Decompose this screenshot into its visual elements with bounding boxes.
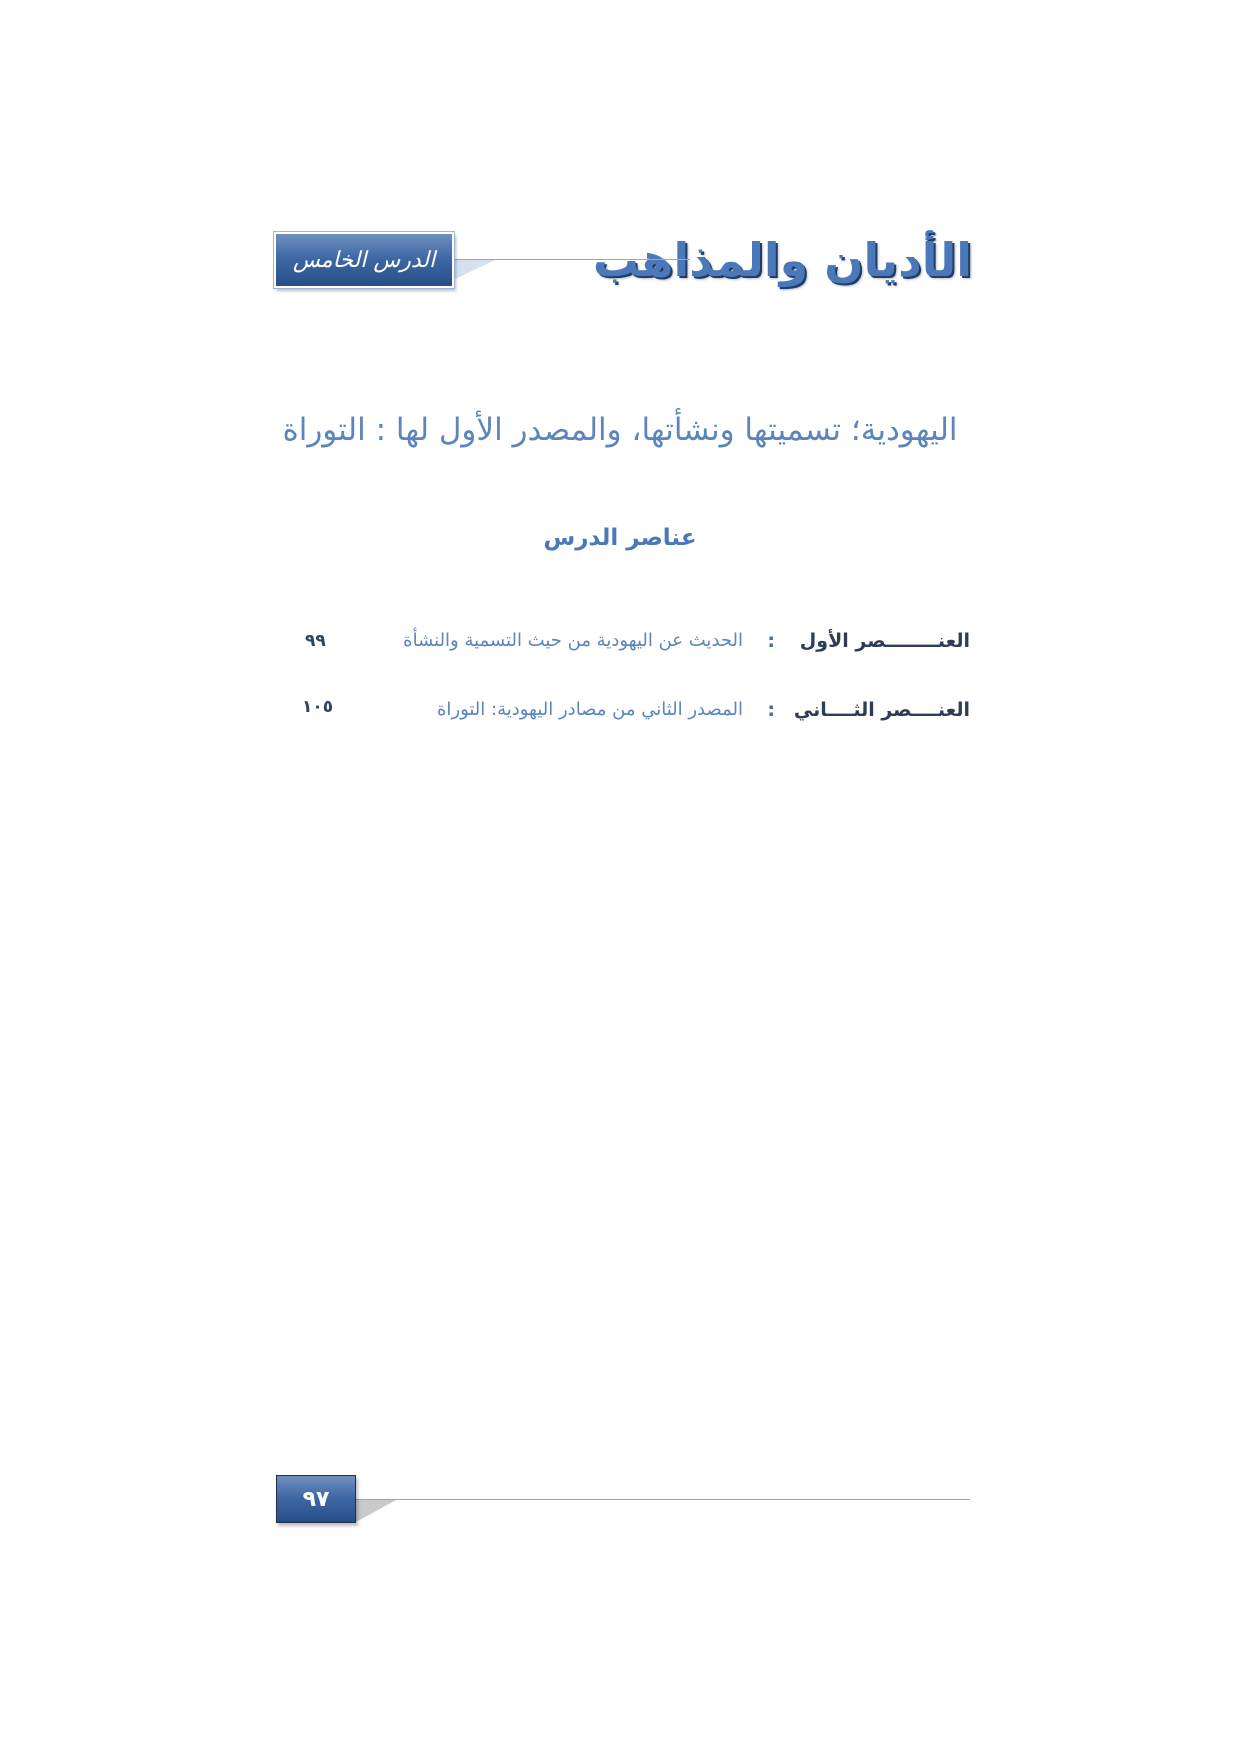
lesson-elements-heading: عناصر الدرس bbox=[543, 525, 697, 551]
toc-row-colon: : bbox=[767, 699, 775, 721]
toc-row-colon: : bbox=[767, 630, 775, 652]
toc-row-label: العنــــــــصر الأول bbox=[799, 630, 970, 652]
toc-row-page-number: ١٠٥ bbox=[302, 697, 334, 717]
toc-row-page-number: ٩٩ bbox=[305, 631, 326, 651]
toc-row[interactable] bbox=[302, 690, 970, 730]
footer-divider-shadow bbox=[356, 1500, 396, 1522]
toc-row-description: المصدر الثاني من مصادر اليهودية: التوراة bbox=[436, 699, 743, 720]
book-title: الأديان والمذاهب bbox=[592, 233, 972, 287]
lesson-badge: الدرس الخامس bbox=[274, 232, 454, 288]
lesson-title: اليهودية؛ تسميتها ونشأتها، والمصدر الأول لها : التوراة bbox=[282, 412, 958, 448]
header-divider-shadow bbox=[449, 260, 495, 282]
footer-divider bbox=[356, 1499, 970, 1500]
toc-row[interactable] bbox=[305, 621, 970, 661]
page-number-badge: ٩٧ bbox=[276, 1475, 356, 1523]
toc-row-label: العنــــصر الثــــاني bbox=[793, 699, 970, 721]
toc-row-description: الحديث عن اليهودية من حيث التسمية والنشأة bbox=[403, 630, 743, 651]
